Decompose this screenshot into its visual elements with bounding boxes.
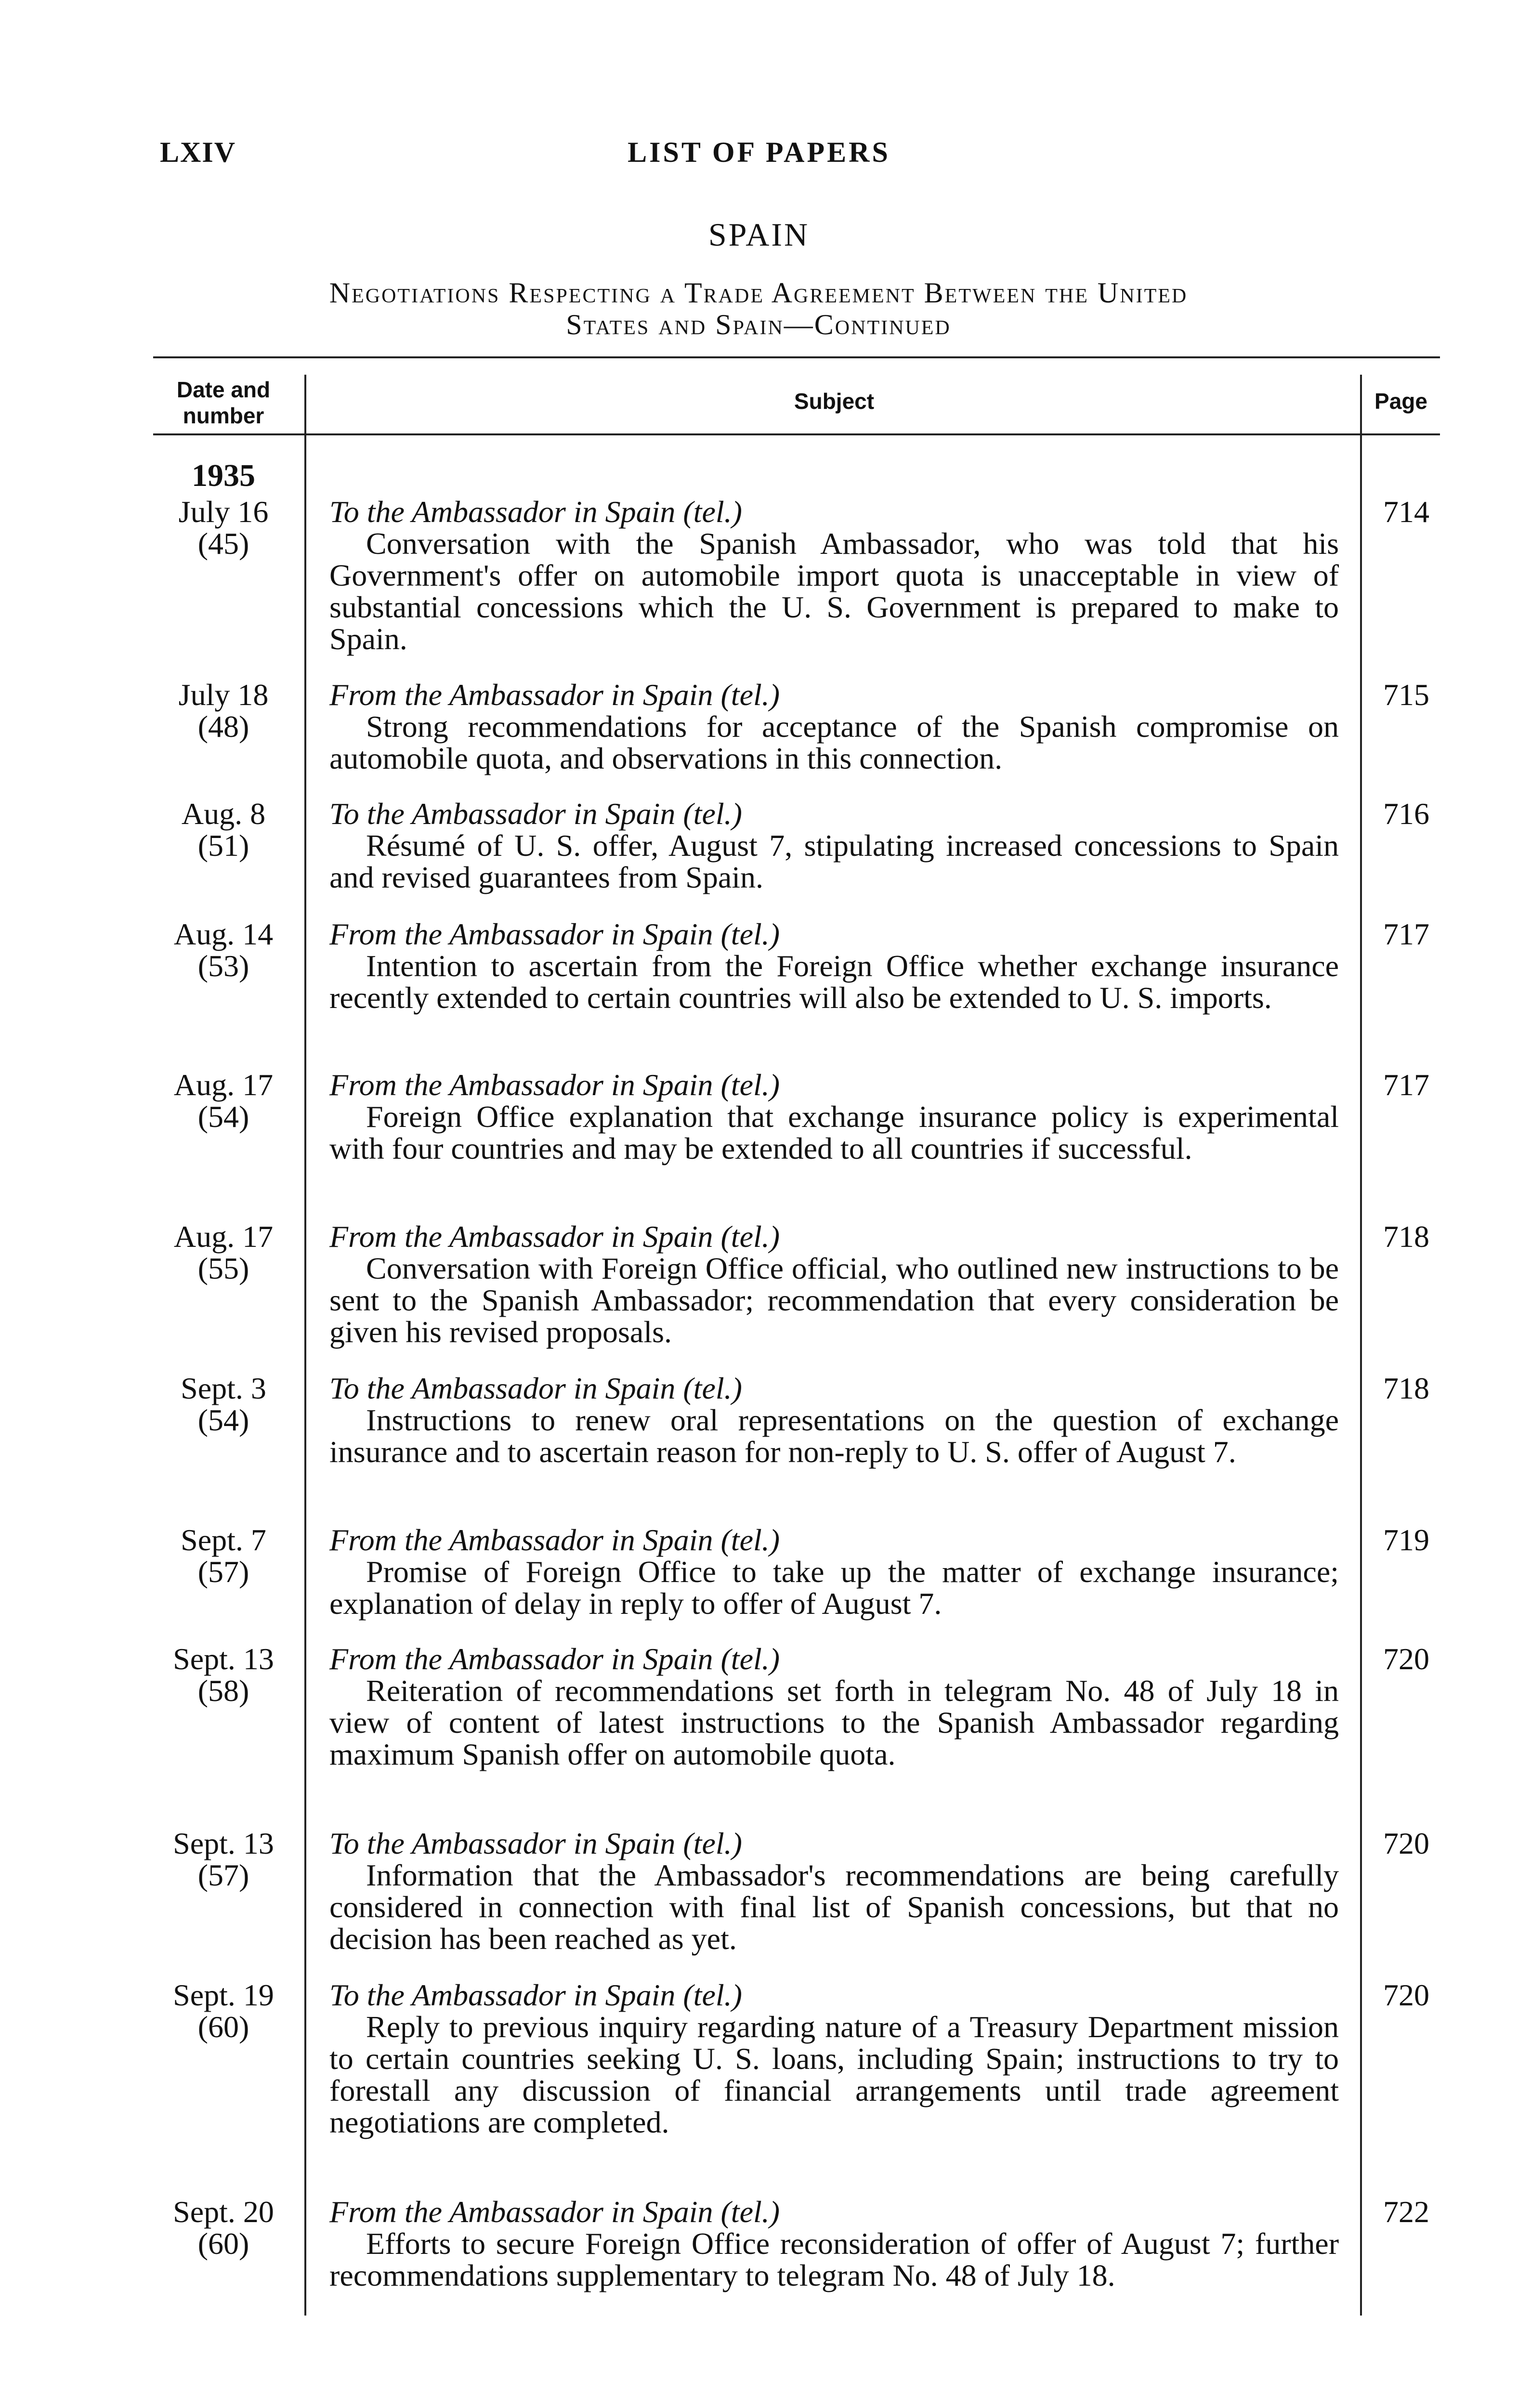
- page-folio: LXIV: [160, 136, 236, 168]
- entry-date: Sept. 7 (57): [181, 1523, 266, 1589]
- entry-page: 717: [1383, 917, 1429, 951]
- entry-summary: Strong recommendations for acceptance of the Spanish compromise on automobile quota, and observations in this connection.: [329, 709, 1339, 775]
- subtitle-line-2: States and Spain—Continued: [566, 309, 951, 340]
- column-header-subject: Subject: [794, 389, 875, 414]
- entry-addressee: To the Ambassador in Spain (tel.): [329, 1371, 742, 1405]
- entry-addressee: From the Ambassador in Spain (tel.): [329, 1642, 780, 1676]
- entry-page: 718: [1383, 1219, 1429, 1254]
- running-title: LIST OF PAPERS: [628, 136, 890, 168]
- entry-date: Aug. 14 (53): [173, 917, 274, 983]
- entry-subject: [329, 1828, 1339, 1955]
- entry-page: 716: [1383, 797, 1429, 831]
- entry-subject: [329, 798, 1339, 893]
- entry-date: Sept. 19 (60): [173, 1978, 274, 2044]
- entry-summary: Instructions to renew oral representations on the question of exchange insurance and to ascertain reason for non-reply to U. S. offer of August 7.: [329, 1403, 1339, 1469]
- entry-subject: [329, 1979, 1339, 2138]
- entry-page: 720: [1383, 1826, 1429, 1860]
- entry-summary: Efforts to secure Foreign Office reconsideration of offer of August 7; further recommendations supplementary to telegram No. 48 of July 18.: [329, 2226, 1339, 2292]
- table-header-rule: [153, 433, 1440, 435]
- entry-date: Aug. 17 (55): [173, 1219, 274, 1285]
- running-head: [0, 136, 1518, 174]
- entry-subject: [329, 1643, 1339, 1770]
- entry-summary: Information that the Ambassador's recommendations are being carefully considered in connection with final list of Spanish concessions, but that no decision has been reached as yet.: [329, 1858, 1339, 1956]
- column-header-date-line-1: Date and: [176, 377, 271, 402]
- entry-addressee: To the Ambassador in Spain (tel.): [329, 495, 742, 529]
- entry-addressee: From the Ambassador in Spain (tel.): [329, 678, 780, 712]
- entry-page: 722: [1383, 2195, 1429, 2229]
- entry-addressee: From the Ambassador in Spain (tel.): [329, 1219, 780, 1254]
- table-top-rule: [153, 356, 1440, 358]
- entry-addressee: To the Ambassador in Spain (tel.): [329, 1826, 742, 1860]
- entry-date: Sept. 3 (54): [181, 1371, 266, 1437]
- entry-summary: Conversation with the Spanish Ambassador, who was told that his Government's offer on automobile import quota is unacceptable in view of substantial concessions which the U. S. Government is prepared to make to Spain.: [329, 526, 1339, 656]
- entry-summary: Reply to previous inquiry regarding nature of a Treasury Department mission to certain countries seeking U. S. loans, including Spain; instructions to try to forestall any discussion of financial arrangements until trade agreement negotiations are completed.: [329, 2010, 1339, 2139]
- entry-page: 719: [1383, 1523, 1429, 1557]
- section-subtitle: [164, 277, 1353, 340]
- column-header-page: Page: [1374, 389, 1427, 414]
- entry-addressee: From the Ambassador in Spain (tel.): [329, 1523, 780, 1557]
- entry-summary: Résumé of U. S. offer, August 7, stipulating increased concessions to Spain and revised guarantees from Spain.: [329, 828, 1339, 894]
- entry-subject: [329, 1373, 1339, 1468]
- entry-date: July 18 (48): [178, 678, 269, 744]
- entry-addressee: To the Ambassador in Spain (tel.): [329, 797, 742, 831]
- entry-addressee: To the Ambassador in Spain (tel.): [329, 1978, 742, 2012]
- entry-subject: [329, 1069, 1339, 1165]
- entry-addressee: From the Ambassador in Spain (tel.): [329, 1068, 780, 1102]
- section-title: SPAIN: [708, 216, 810, 253]
- entry-page: 714: [1383, 495, 1429, 529]
- entry-date: Aug. 8 (51): [181, 797, 266, 863]
- subtitle-line-1: Negotiations Respecting a Trade Agreement Between the United: [329, 277, 1188, 309]
- entry-subject: [329, 2196, 1339, 2291]
- entry-summary: Intention to ascertain from the Foreign Office whether exchange insurance recently extended to certain countries will also be extended to U. S. imports.: [329, 949, 1339, 1015]
- entry-summary: Promise of Foreign Office to take up the matter of exchange insurance; explanation of delay in reply to offer of August 7.: [329, 1555, 1339, 1621]
- entry-page: 715: [1383, 678, 1429, 712]
- entry-summary: Reiteration of recommendations set forth in telegram No. 48 of July 18 in view of content of latest instructions to the Spanish Ambassador regarding maximum Spanish offer on automobile quota.: [329, 1674, 1339, 1771]
- entry-addressee: From the Ambassador in Spain (tel.): [329, 2195, 780, 2229]
- entry-page: 720: [1383, 1978, 1429, 2012]
- entry-date: Sept. 20 (60): [173, 2195, 274, 2261]
- entry-subject: [329, 1221, 1339, 1348]
- entry-summary: Foreign Office explanation that exchange insurance policy is experimental with four countries and may be extended to all countries if successful.: [329, 1099, 1339, 1165]
- entry-subject: [329, 918, 1339, 1014]
- entry-date: Sept. 13 (57): [173, 1826, 274, 1892]
- entry-date: July 16 (45): [178, 495, 269, 561]
- entry-subject: [329, 679, 1339, 774]
- column-header-date: [153, 377, 294, 429]
- entry-page: 717: [1383, 1068, 1429, 1102]
- entry-page: 720: [1383, 1642, 1429, 1676]
- entry-subject: [329, 496, 1339, 655]
- entry-page: 718: [1383, 1371, 1429, 1405]
- entry-date: Sept. 13 (58): [173, 1642, 274, 1708]
- entry-subject: [329, 1524, 1339, 1620]
- column-rule-right: [1360, 375, 1362, 2316]
- entry-addressee: From the Ambassador in Spain (tel.): [329, 917, 780, 951]
- entry-summary: Conversation with Foreign Office official, who outlined new instructions to be sent to the Spanish Ambassador; recommendation that every consideration be given his revised proposals.: [329, 1251, 1339, 1349]
- column-rule-left: [304, 375, 306, 2316]
- year-label: 1935: [192, 458, 255, 493]
- column-header-date-line-2: number: [183, 403, 264, 428]
- entry-date: Aug. 17 (54): [173, 1068, 274, 1134]
